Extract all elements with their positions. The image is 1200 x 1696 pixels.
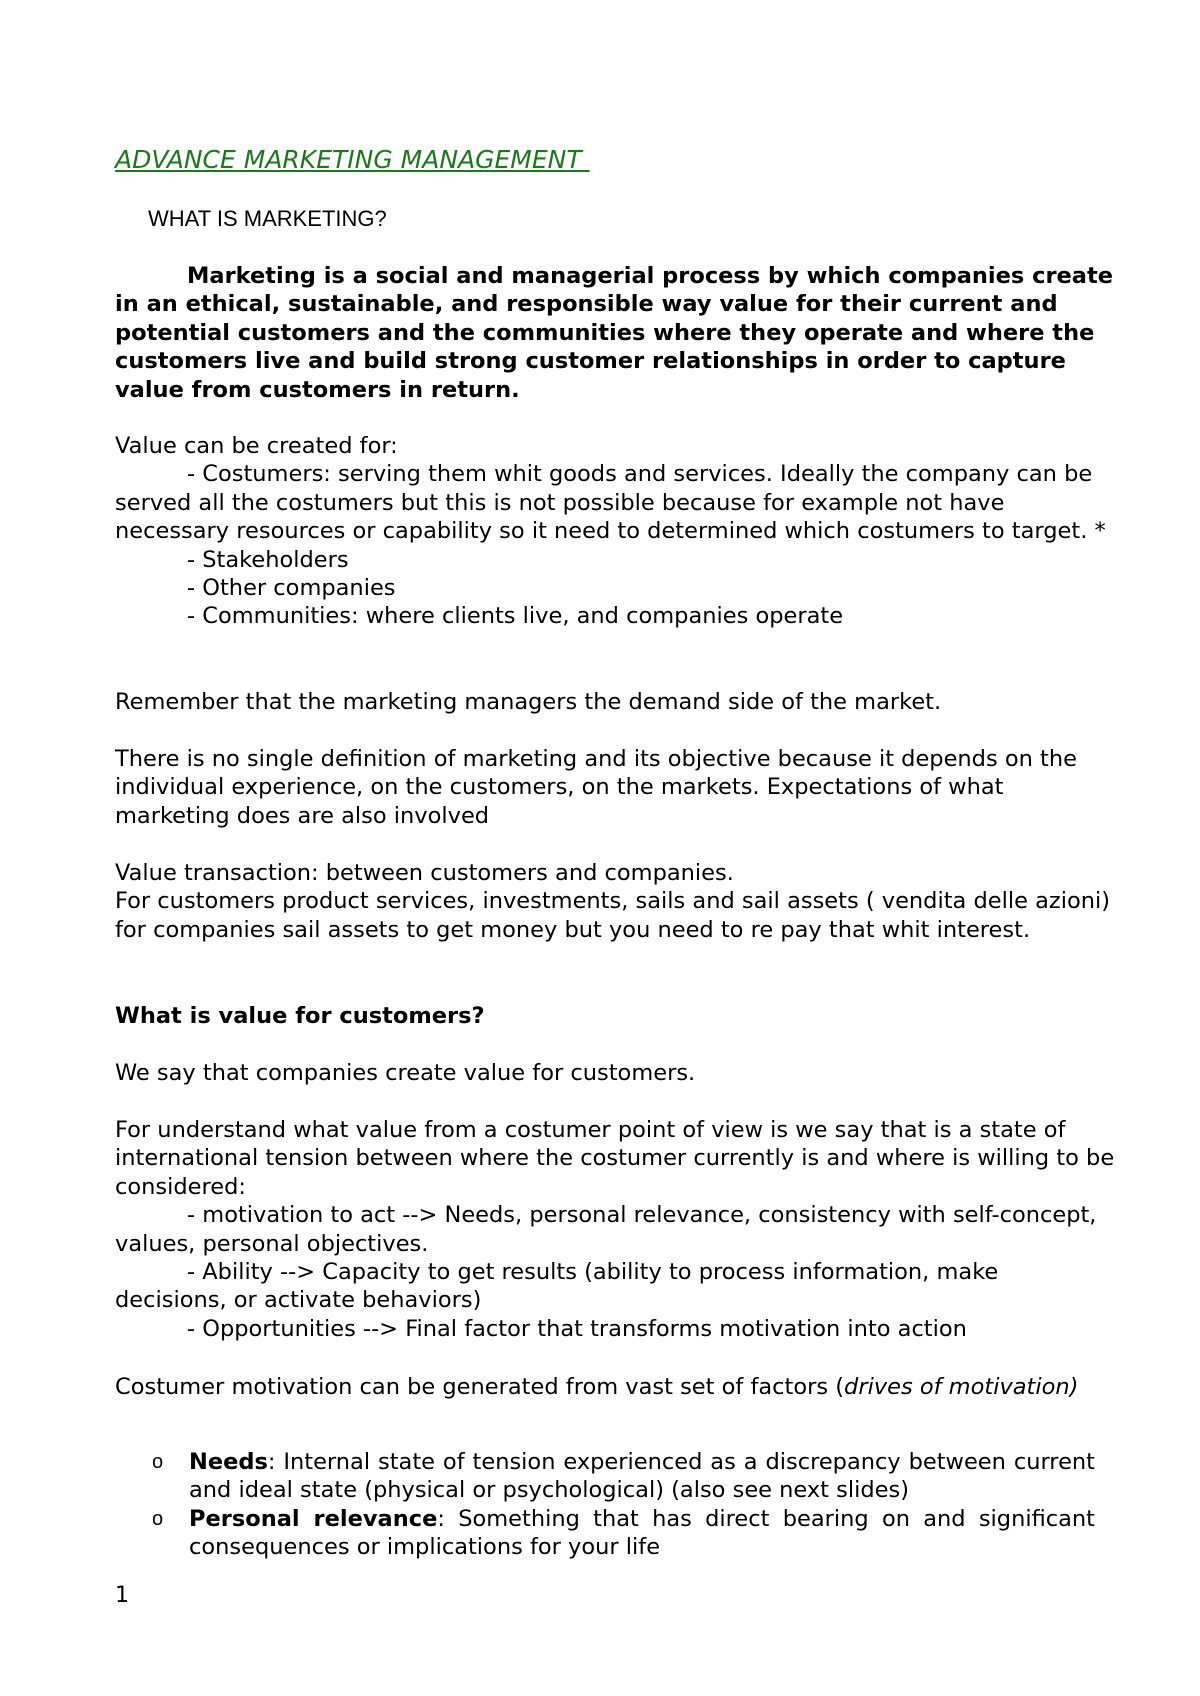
value-transaction-section [115, 859, 1115, 944]
factor-ability: - Ability --> Capacity to get results (ability to process information, make decisions, or activate behaviors) [115, 1259, 999, 1314]
list-item-term: Personal relevance [189, 1505, 438, 1532]
no-single-definition-paragraph: There is no single definition of marketing and its objective because it depends on the individual experience, on the customers, on the markets. Expectations of what marketing does are also involved [115, 746, 1077, 829]
marketing-definition: Marketing is a social and managerial process by which companies create in an ethical, sustainable, and responsible way value for their current and potential customers and the communities where they operate and where the customers live and build strong customer relationships in order to capture value from customers in return. [115, 263, 1113, 403]
value-item-costumers: - Costumers: serving them whit goods and services. Ideally the company can be served all the costumers but this is not possible because for example not have necessary resources or capability so it need to determined which costumers to target. * [115, 461, 1106, 545]
factor-motivation: - motivation to act --> Needs, personal relevance, consistency with self-concept, values, personal objectives. [115, 1202, 1097, 1257]
remember-paragraph: Remember that the marketing managers the demand side of the market. [115, 689, 942, 715]
section-heading-what-is-marketing: WHAT IS MARKETING? [148, 206, 387, 231]
motivation-text: Costumer motivation can be generated from vast set of factors ( [115, 1374, 845, 1400]
value-definition-section [115, 1116, 1115, 1343]
value-created-for-section [115, 432, 1115, 631]
motivation-paragraph [115, 1373, 1115, 1401]
value-item-stakeholders: - Stakeholders [187, 546, 349, 573]
value-item-communities: - Communities: where clients live, and companies operate [187, 603, 844, 630]
value-item-other-companies: - Other companies [187, 575, 396, 602]
for-understand-paragraph: For understand what value from a costumer point of view is we say that is a state of international tension between where the costumer currently is and where is willing to be considered: [115, 1117, 1115, 1200]
motivation-italic: drives of motivation) [844, 1374, 1079, 1400]
document-title: ADVANCE MARKETING MANAGEMENT [115, 145, 590, 174]
page-number: 1 [115, 1583, 129, 1608]
value-intro: Value can be created for: [115, 433, 398, 459]
list-item-needs [145, 1448, 1095, 1505]
we-say-paragraph: We say that companies create value for customers. [115, 1060, 696, 1086]
drives-of-motivation-list [145, 1448, 1095, 1562]
heading-value-for-customers: What is value for customers? [115, 1003, 485, 1029]
factor-opportunities: - Opportunities --> Final factor that transforms motivation into action [187, 1315, 967, 1342]
list-item-personal-relevance [145, 1505, 1095, 1562]
list-item-term: Needs [189, 1449, 268, 1475]
bullet-marker: o [152, 1507, 164, 1530]
list-item-text: : Internal state of tension experienced as a discrepancy between current and ideal state (physical or psychological) (also see next slides) [189, 1449, 1095, 1504]
bullet-marker: o [152, 1451, 164, 1473]
value-transaction-line: Value transaction: between customers and companies. [115, 860, 734, 886]
list-item-text: : Something that has direct bearing on and significant consequences or implications for your life [189, 1505, 1095, 1561]
for-customers-paragraph: For customers product services, investments, sails and sail assets ( vendita delle azioni) for companies sail assets to get money but you need to re pay that whit interest. [115, 888, 1111, 943]
